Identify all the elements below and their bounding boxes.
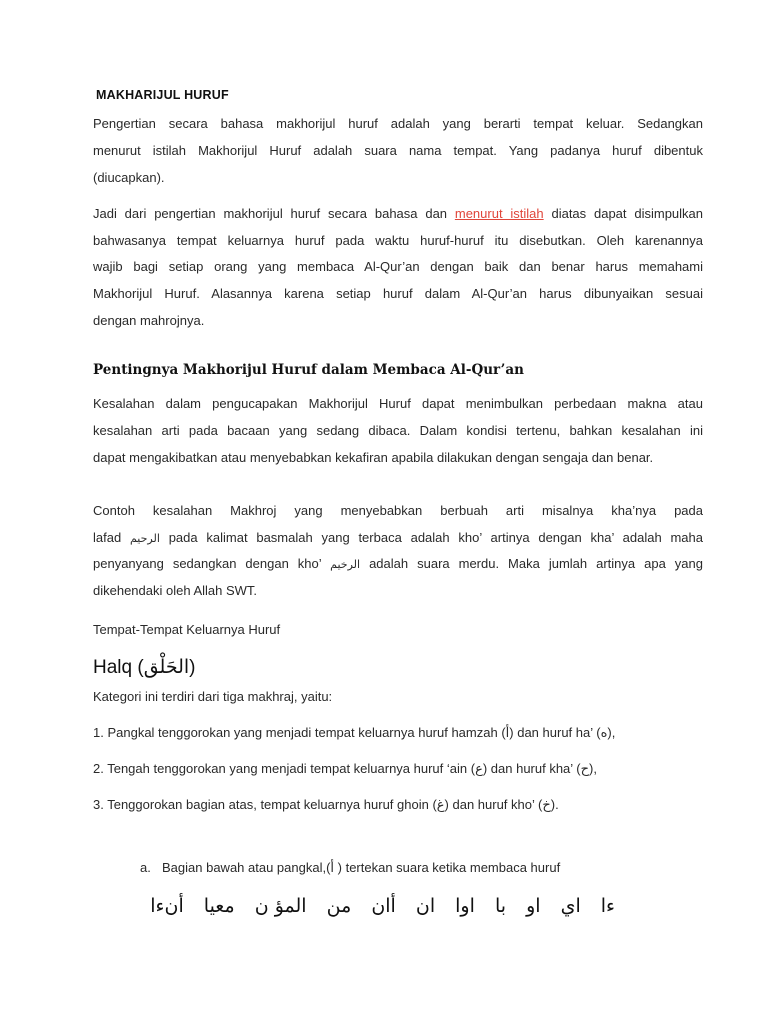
text-segment: adalah suara merdu. Maka jumlah artinya apa yang xyxy=(369,556,703,571)
sub-list-text: Bagian bawah atau pangkal,(أ ) tertekan suara ketika membaca huruf xyxy=(162,860,561,875)
arabic-example: ءا xyxy=(600,895,615,917)
arabic-example: ان xyxy=(415,895,436,917)
arabic-word-arrakhim: الرخيم xyxy=(330,558,361,571)
paragraph-line: dengan mahrojnya. xyxy=(93,313,205,328)
arabic-word-arrahim: الرحيم xyxy=(129,532,160,545)
paragraph-line: dikehendaki oleh Allah SWT. xyxy=(93,583,258,598)
paragraph-line: bahwasanya tempat keluarnya huruf pada waktu huruf-huruf itu disebutkan. Oleh karenannya xyxy=(93,233,703,248)
text-segment: penyanyang sedangkan dengan kho’ xyxy=(93,556,322,571)
text-segment: pada kalimat basmalah yang terbaca adalah kho’ artinya dengan kha’ adalah maha xyxy=(168,530,703,545)
paragraph-line: Kesalahan dalam pengucapakan Makhorijul Huruf dapat menimbulkan perbedaan makna atau xyxy=(93,396,703,411)
list-item: 3. Tenggorokan bagian atas, tempat keluarnya huruf ghoin (غ) dan huruf kho’ (خ). xyxy=(93,797,559,812)
document-title: MAKHARIJUL HURUF xyxy=(96,88,229,102)
list-marker: a. xyxy=(140,860,151,875)
paragraph-line-with-arabic xyxy=(93,551,703,579)
arabic-example: أنءا xyxy=(150,895,184,917)
menurut-istilah-link[interactable]: menurut istilah xyxy=(454,206,544,221)
sub-list-item-a xyxy=(140,857,560,879)
arabic-examples-row xyxy=(150,895,615,917)
paragraph-line: (diucapkan). xyxy=(93,170,165,185)
arabic-example: او xyxy=(526,895,541,917)
text-segment: diatas dapat disimpulkan xyxy=(543,206,704,221)
paragraph-line: Pengertian secara bahasa makhorijul huruf adalah yang berarti tempat keluar. Sedangkan xyxy=(93,116,703,131)
paragraph-line: Contoh kesalahan Makhroj yang menyebabkan berbuah arti misalnya kha’nya pada xyxy=(93,503,703,518)
list-item: 1. Pangkal tenggorokan yang menjadi tempat keluarnya huruf hamzah (أ) dan huruf ha’ (ه), xyxy=(93,725,616,740)
paragraph-line: dapat mengakibatkan atau menyebabkan kekafiran apabila dilakukan dengan sengaja dan benar. xyxy=(93,450,654,465)
paragraph-line: Makhorijul Huruf. Alasannya karena setiap huruf dalam Al-Qur’an harus dibunyaikan sesuai xyxy=(93,286,703,301)
paragraph-line-with-link xyxy=(93,201,703,228)
arabic-example: معيا xyxy=(203,895,235,917)
list-item: 2. Tengah tenggorokan yang menjadi tempat keluarnya huruf ‘ain (ع) dan huruf kha’ (ح), xyxy=(93,761,597,776)
section-heading-pentingnya: Pentingnya Makhorijul Huruf dalam Membaca Al-Qur’an xyxy=(93,362,524,378)
section-heading-halq: Halq (الحَلْق) xyxy=(93,657,196,678)
arabic-example: المؤ ن xyxy=(254,895,307,917)
paragraph-line: kesalahan arti pada bacaan yang sedang dibaca. Dalam kondisi tertenu, bahkan kesalahan ini xyxy=(93,423,703,438)
kategori-intro: Kategori ini terdiri dari tiga makhraj, yaitu: xyxy=(93,689,333,704)
text-segment: Jadi dari pengertian makhorijul huruf secara bahasa dan xyxy=(93,206,455,221)
paragraph-line: wajib bagi setiap orang yang membaca Al-Qur’an dengan baik dan benar harus memahami xyxy=(93,259,703,274)
arabic-example: اوا xyxy=(455,895,475,917)
arabic-example: من xyxy=(326,895,352,917)
subheading-tempat: Tempat-Tempat Keluarnya Huruf xyxy=(93,622,281,637)
arabic-example: با xyxy=(494,895,507,917)
arabic-example: اي xyxy=(560,895,581,917)
text-segment: lafad xyxy=(93,530,122,545)
paragraph-line: menurut istilah Makhorijul Huruf adalah suara nama tempat. Yang padanya huruf dibentuk xyxy=(93,143,703,158)
arabic-example: أان xyxy=(371,895,396,917)
paragraph-line-with-arabic xyxy=(93,525,703,553)
